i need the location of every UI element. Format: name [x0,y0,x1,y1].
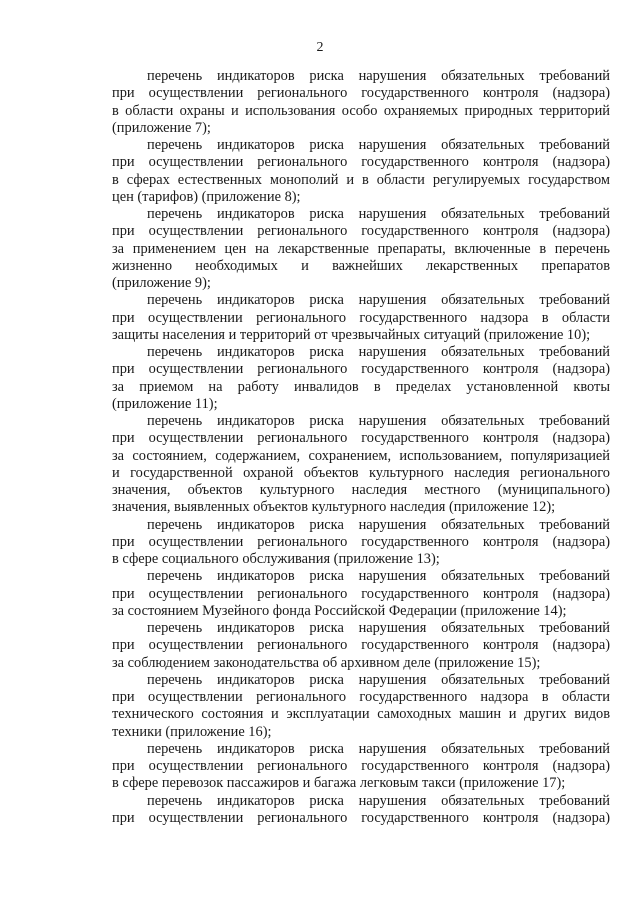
list-paragraph [112,413,610,517]
text-line: жизненно необходимых и важнейших лекарственных препаратов [112,257,610,274]
text-line: значения, объектов культурного наследия местного (муниципального) [112,482,610,498]
text-line: в сфере социального обслуживания (приложение 13); [112,551,440,567]
list-paragraph [112,344,610,413]
text-line: при осуществлении регионального государственного надзора в области [112,309,610,326]
text-line: при осуществлении регионального государственного контроля (надзора) [112,809,610,826]
text-line: при осуществлении регионального государственного контроля (надзора) [112,85,610,102]
text-line: при осуществлении регионального государственного контроля (надзора) [112,154,610,171]
text-line: перечень индикаторов риска нарушения обязательных требований [147,413,610,429]
text-line: перечень индикаторов риска нарушения обязательных требований [147,516,610,533]
text-line: перечень индикаторов риска нарушения обязательных требований [147,137,610,153]
text-line: (приложение 7); [112,119,211,136]
text-line: за приемом на работу инвалидов в пределах установленной квоты [112,378,610,395]
text-line: перечень индикаторов риска нарушения обязательных требований [147,292,610,309]
text-line: за состоянием Музейного фонда Российской Федерации (приложение 14); [112,602,567,619]
list-paragraph [112,206,610,292]
text-line: перечень индикаторов риска нарушения обязательных требований [147,344,610,360]
list-paragraph [112,292,610,344]
text-line: перечень индикаторов риска нарушения обязательных требований [147,68,610,84]
text-line: перечень индикаторов риска нарушения обязательных требований [147,792,610,809]
text-line: в области охраны и использования особо охраняемых природных территорий [112,102,610,119]
text-line: при осуществлении регионального государственного контроля (надзора) [112,637,610,654]
list-paragraph [112,672,610,741]
list-paragraph [112,568,610,620]
text-line: за применением цен на лекарственные препараты, включенные в перечень [112,240,610,257]
text-line: и государственной охраной объектов культурного наследия регионального [112,464,610,481]
text-line: цен (тарифов) (приложение 8); [112,188,301,205]
list-paragraph [112,793,610,828]
text-line: в сферах естественных монополий и в области регулируемых государством [112,171,610,188]
list-paragraph [112,741,610,793]
list-paragraph [112,517,610,569]
text-line: техники (приложение 16); [112,723,272,740]
text-line: за соблюдением законодательства об архивном деле (приложение 15); [112,654,541,671]
text-line: при осуществлении регионального государственного контроля (надзора) [112,430,610,447]
list-paragraph [112,620,610,672]
text-line: перечень индикаторов риска нарушения обязательных требований [147,620,610,636]
text-line: перечень индикаторов риска нарушения обязательных требований [147,740,610,757]
text-line: перечень индикаторов риска нарушения обязательных требований [147,671,610,688]
text-line: в сфере перевозок пассажиров и багажа легковым такси (приложение 17); [112,775,566,792]
text-line: значения, выявленных объектов культурного наследия (приложение 12); [112,499,556,516]
list-paragraph [112,68,610,137]
text-line: (приложение 11); [112,395,218,412]
text-line: за состоянием, содержанием, сохранением, использованием, популяризацией [112,447,610,464]
text-line: при осуществлении регионального государственного контроля (надзора) [112,533,610,550]
list-paragraph [112,137,610,206]
text-line: при осуществлении регионального государственного контроля (надзора) [112,223,610,240]
text-line: при осуществлении регионального государственного контроля (надзора) [112,758,610,774]
text-line: при осуществлении регионального государственного надзора в области [112,689,610,705]
text-line: перечень индикаторов риска нарушения обязательных требований [147,206,610,222]
text-line: технического состояния и эксплуатации самоходных машин и других видов [112,706,610,723]
page-number: 2 [316,40,324,55]
text-line: (приложение 9); [112,275,211,291]
text-line: при осуществлении регионального государственного контроля (надзора) [112,585,610,602]
document-body [112,68,610,827]
text-line: перечень индикаторов риска нарушения обязательных требований [147,568,610,585]
text-line: защиты населения и территорий от чрезвычайных ситуаций (приложение 10); [112,326,591,343]
text-line: при осуществлении регионального государственного контроля (надзора) [112,361,610,378]
